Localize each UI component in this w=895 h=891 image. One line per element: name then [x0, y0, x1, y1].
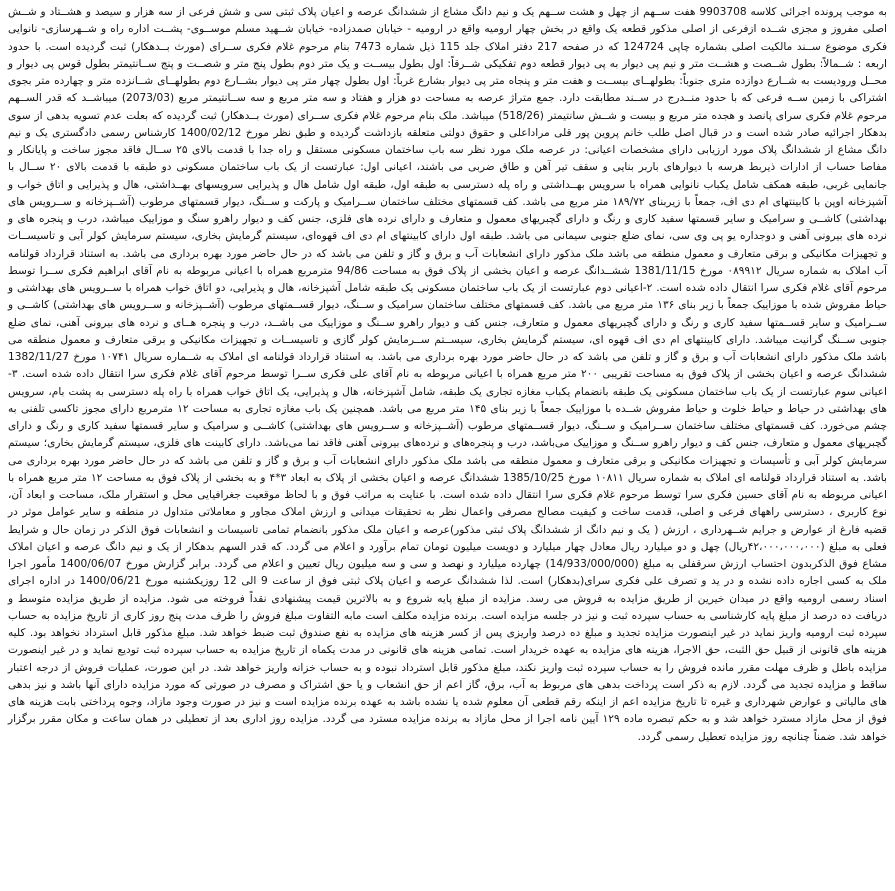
auction-notice-text: به موجب پرونده اجرائی کلاسه 9903708 هفت ســهم از چهل و هشت ســهم یک و نیم دانگ مشاع از ششدانگ عرصه و اعیان پلاک ثبتی سی و شش فرعی از سه هزار و سیصد و هشــتاد و شــش اصلی مفروز و مجزی شــده ازفرعی از اصلی مذکور قطعه یک واقع در بخش چهار ارومیه واقع در ارومیه - خیابان صمدزاده- خیابان شــهید مسلم موســوی- پشــت اداره راه و شــهرسازی- نانوایی فکری موضوع ســند مالکیت اصلی بشماره چاپی 124724 که در صفحه 217 دفتر املاک جلد 115 ذیل شماره 7473 بنام مرحوم غلام فکری ســرای (مورث بــدهکار) ثبت گردیده است. با حدود اربعه : شــمالاً: بطول شــصت و هشــت متر و نیم پی دیوار به پی دیوار قطعه دوم تفکیکی شــرقاً: اول بطول بیســت و یک متر دوم بطول پنج متر و شصــت و پنج ســانتیمتر بطول قوس پی دیوار و محــل ورودیست به شــارع دوازده متری جنوباً: بطولهــای بیســت و هفت متر و پنجاه متر پی دیوار بشارع غرباً: اول بطول چهار متر پی دیوار بشــارع دوم بطولهــای شــانزده متر و چهارده متر بجوی اشتراکی با زمین ســه فرعی که با حدود منــدرج در ســند مطابقت دارد. جمع متراژ عرصه به مساحت دو هزار و هفتاد و سه متر مربع و سه ســانتیمتر مربع (2073/03) میباشــد که قدر الســهم مرحوم غلام فکری سرای پانصد و هجده متر مربع و بیست و شــش سانتیمتر (518/26) میباشد. ملک بنام مرحوم غلام فکری ســرای (مورث بــدهکار) ثبت گردیده که بعلت عدم تسویه بدهی از سوی بدهکار اجرائیه صادر شده است و در قبال اصل طلب خانم پروین پور قلی مراداعلی و حقوق دولتی متعلقه بازداشت گردیده و طبق نظر مورخ 1400/02/12 کارشناس رسمی دادگستری یک و نیم دانگ مشاع از ششدانگ پلاک مورد ارزیابی دارای مشخصات اعیانی: در عرصه ملک مورد نظر سه باب ساختمان مسکونی مستقل و راه جدا با قدمت بالای ۲۵ ســال فاقد مجوز ساخت و پایانکار و مفاصا حساب از ادارات ذیربط هرسه با دیوارهای باربر بنایی و سقف تیر آهن و طاق ضربی می باشند، اعیانی اول: عبارتست از یک باب ساختمان مسکونی دو طبقه با قدمت بالای ۲۰ ســال با جانمایی غربی، طبقه همکف شامل یکباب نانوایی همراه با سرویس بهــداشتی و راه پله دسترسی به طبقه اول، طبقه اول شامل هال و پذیرایی سرویسهای بهــداشتی، هال و پذیرایی و اتاق خواب و آشپزخانه اوپن با کابینتهای ام دی اف، جمعاً با زیربنای ۱۸۹/۷۲ متر مربع می باشد. کف قسمتهای مختلف ساختمان ســرامیک و پارکت و ســنگ، دیوار قسمتهای مرطوب (آشــپزخانه و ســرویس های بهداشتی) کاشــی و سرامیک و سایر قسمتها سفید کاری و رنگ و دارای گچبریهای معمول و متعارف و دارای نرده های فلزی، جنس کف و دیوار راهرو سنگ و موزاییک میباشد، درب و پنجره های و نرده های بیرونی آهنی و دوجداره یو پی وی سی، نمای ضلع جنوبی سیمانی می باشد. طبقه اول دارای کابینتهای ام دی اف قهوه‌ای، سیستم گرمایش بخاری، سیستم سرمایش کولر آبی و تاسیســات و تجهیزات مکانیکی و برقی متعارف و معمول منطقه می باشد ملک مذکور دارای انشعابات آب و برق و گاز و تلفن می باشد که در حال حاضر مورد بهره برداری می باشد. به استناد قرارداد قولنامه آب املاک به شماره سریال ۰۸۹۹۱۲ مورخ 1381/11/15 ششــدانگ عرصه و اعیان بخشی از پلاک فوق به مساحت 94/86 مترمربع همراه با اعیانی مربوطه به نام آقای ابراهیم فکری ســرا توسط مرحوم آقای غلام فکری سرا انتقال داده شده است. ۲-اعیانی دوم عبارتست از یک باب ساختمان مسکونی یک طبقه شامل آشپزخانه، هال و پذیرایی، دو اتاق خواب همراه با ســرویس های بهداشتی و حیاط مفروش شده با موزاییک جمعاً با زیر بنای ۱۳۶ متر مربع می باشد. کف قسمتهای مختلف ساختمان سرامیک و ســنگ، دیوار قســمتهای مرطوب (آشــپزخانه و ســرویس های بهداشتی) کاشــی و ســرامیک و سایر قســمتها سفید کاری و رنگ و دارای گچبریهای معمول و متعارف، جنس کف و دیوار راهرو ســنگ و موزاییک می باشــد، درب و پنجره هــای و نرده های بیرونی آهنی، نمای ضلع جنوبی ســنگ گرانیت میباشد. دارای کابینتهای ام دی اف قهوه ای، سیستم گرمایش بخاری، سیســتم ســرمایش کولر گازی و تاسیســات و تجهیزات مکانیکی و برقی متعارف و معمول منطقه می باشد ملک مذکور دارای انشعابات آب و برق و گاز و تلفن می باشد که در حال حاضر مورد بهره برداری می باشد. به استناد قرارداد قولنامه ای املاک به شــماره سریال ۱۰۷۴۱ مورخ 1382/11/27 ششدانگ عرصه و اعیان بخشی از پلاک فوق به مساحت تقریبی ۲۰۰ متر مربع همراه با اعیانی مربوطه به نام آقای علی فکری ســرا توسط مرحوم آقای غلام فکری سرا انتقال داده شده است. ۳-اعیانی سوم عبارتست از یک باب ساختمان مسکونی یک طبقه بانضمام یکباب مغازه تجاری یک طبقه، شامل آشپزخانه، هال و پذیرایی، یک اتاق خواب همراه با راه پله دسترسی به پشت بام، سرویس های بهداشتی در حیاط و حیاط خلوت و حیاط مفروش شــده با موزاییک جمعاً با زیر بنای ۱۴۵ متر مربع می باشد. همچنین یک باب مغازه تجاری به مساحت ۱۲ مترمربع دارای مجوز تاکسی تلفنی به چشم می‌خورد. کف قسمتهای مختلف ساختمان ســرامیک و ســنگ، دیوار قســمتهای مرطوب (آشــپزخانه و ســرویس های بهداشتی) کاشــی و سرامیک و سایر قسمتها سفید کاری و رنگ و دارای گچبریهای معمول و متعارف، جنس کف و دیوار راهرو ســنگ و موزاییک می‌باشد، درب و پنجره‌های و نرده‌های بیرونی آهنی فاقد نما می‌باشد. دارای کابینت های فلزی، سیستم گرمایش بخاری؛ سیستم سرمایش کولر آبی و تأسیسات و تجهیزات مکانیکی و برقی متعارف و معمول منطقه می باشد ملک مذکور دارای انشعابات آب و برق و گاز و تلفن می باشد که در حال حاضر مورد بهره برداری می باشد. به استناد قرارداد قولنامه ای املاک به شماره سریال ۱۰۸۱۱ مورخ 1385/10/25 ششدانگ عرصه و اعیان بخشی از پلاک به ابعاد ۳*۴ و به بخشی از پلاک فوق به مساحت ۱۲ متر مربع همراه با اعیانی مربوطه به نام آقای حسین فکری سرا توسط مرحوم غلام فکری سرا انتقال داده شده است. با عنایت به مراتب فوق و با لحاظ موقعیت جغرافیایی محل و استقرار ملک، مساحت و ابعاد آن، نوع کاربری ، دسترسی راههای فرعی و اصلی، قدمت ساخت و کیفیت مصالح مصرفی واعمال نظر به تحقیقات میدانی و ارزش املاک مجاور و معاملاتی متداول در منطقه و سایر عوامل موثر در قضیه فارغ از عوارض و جرایم شــهرداری ، ارزش ( یک و نیم دانگ از ششدانگ پلاک ثبتی مذکور)عرصه و اعیان ملک مذکور بانضمام تمامی تاسیسات و انشعابات فوق الذکر در زمان حال و شرایط فعلی به مبلغ (۴۲،۰۰۰،۰۰۰،۰۰۰ریال) چهل و دو میلیارد ریال معادل چهار میلیارد و دویست میلیون تومان تمام برآورد و اعلام می گردد. که قدر السهم بدهکار از یک و نیم دانگ عرصه و اعیان املاک مشاع فوق الذکربدون احتساب ارزش سرقفلی به مبلغ (14/933/000/000) چهارده میلیارد و نهصد و سی و سه میلیون ریال تعیین و اعلام می گردد. برابر گزارش مورخ 1400/06/07 مأمور اجرا ملک به کسی اجاره داده نشده و در ید و تصرف علی فکری سرای(بدهکار) است. لذا ششدانگ عرصه و اعیان پلاک ثبتی فوق از ساعت 9 الی 12 روزیکشنبه مورخ 1400/06/21 در اداره اجرای اسناد رسمی ارومیه واقع در میدان خیرین از طریق مزایده به فروش می رسد. مزایده از مبلغ پایه شروع و به بالاترین قیمت پیشنهادی نقداً فروخته می شود. مزایده از طریق مزایده متوسط و دریافت ده درصد از مبلغ پایه کارشناسی به حساب سپرده ثبت و نیز در جلسه مزایده است. برنده مزایده مکلف است مابه التفاوت مبلغ فروش را ظرف مدت پنج روز کاری از تاریخ مزایده به حساب سپرده ثبت ارومیه واریز نماید در غیر اینصورت مزایده تجدید و مبلغ ده درصد واریزی پس از کسر هزینه های مزایده به نفع صندوق ثبت ضبط خواهد شد. مبلغ مذکور قابل استرداد نخواهد بود. کلیه هزینه های قانونی از قبیل حق الثبت، حق الاجرا، هزینه های مزایده به عهده خریدار است. تمامی هزینه های قانونی در مدت یکماه از تاریخ مزایده به حساب سپرده ثبت تودیع نماید و در غیر اینصورت مزایده باطل و ظرف مهلت مقرر مانده فروش را به حساب سپرده ثبت واریز نکند، مبلغ مذکور قابل استرداد نبوده و به حساب خزانه واریز خواهد شد. در این صورت، عملیات فروش از درجه اعتبار ساقط و مزایده تجدید می گردد. لازم به ذکر است پرداخت بدهی های مربوط به آب، برق، گاز اعم از حق انشعاب و یا حق اشتراک و مصرف در صورتی که مورد مزایده دارای آنها باشد و نیز بدهی های مالیاتی و عوارض شهرداری و غیره تا تاریخ مزایده اعم از اینکه رقم قطعی آن معلوم شده یا نشده باشد به عهده برنده مزایده است و نیز در صورت وجود مازاد، وجوه پرداختی بابت هزینه های فوق از محل مازاد مسترد خواهد شد و به حکم تبصره ماده ۱۲۹ آیین نامه اجرا از محل مازاد به برنده مزایده مسترد می گردد. مزایده روز اداری بعد از تعطیلی در همان ساعت و مکان مقرر برگزار خواهد شد. ضمناً چنانچه روز مزایده تعطیل رسمی گردد.	[8, 6, 888, 743]
